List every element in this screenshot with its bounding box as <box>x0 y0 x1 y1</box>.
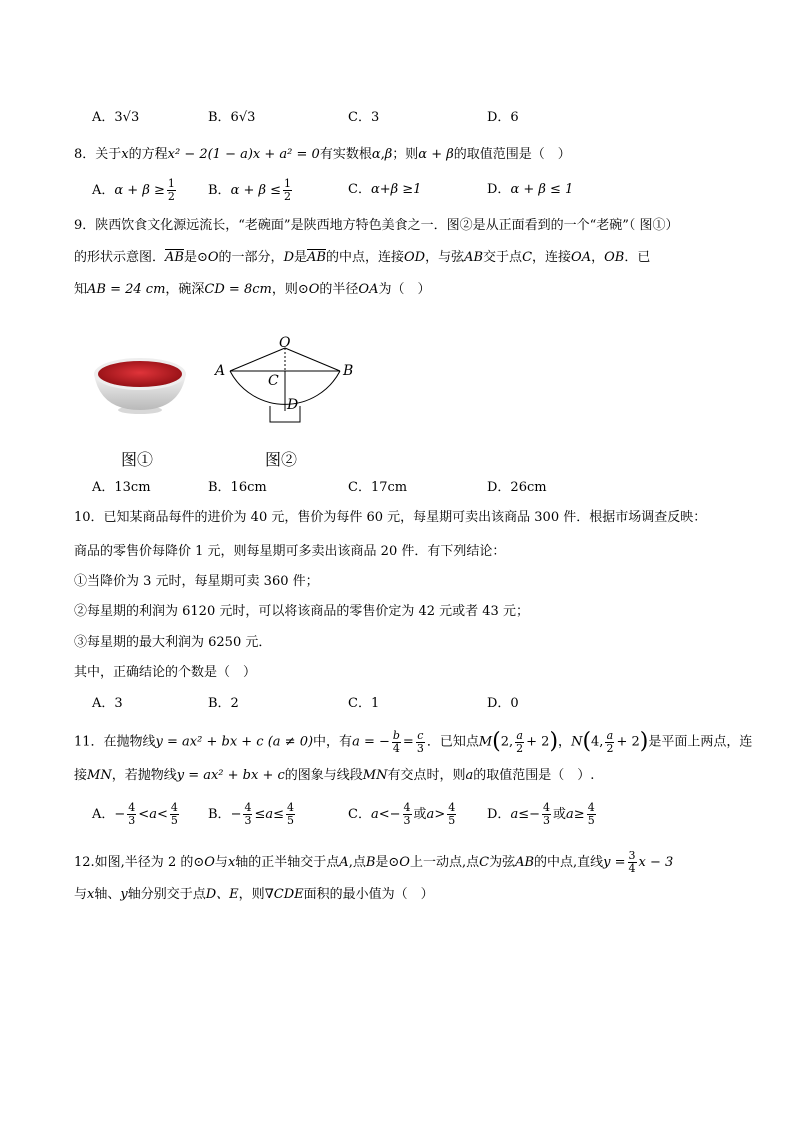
caption-figure-2: 图② <box>265 450 298 469</box>
q10-option-c: C．1 <box>348 696 380 711</box>
q10-option-b: B．2 <box>208 696 239 711</box>
q7-option-b: B．6√3 <box>208 110 256 125</box>
q11-option-a: A．− $\frac{4}{3}$ <a< $\frac{4}{5}$ <box>92 801 178 827</box>
q10-question: 其中，正确结论的个数是（ ） <box>74 665 257 680</box>
q8-option-c: C．α+β ≥1 <box>348 182 422 197</box>
q9-line-1: 9．陕西饮食文化源远流长，“老碗面”是陕西地方特色美食之一．图②是从正面看到的一个“老碗”（ 图①） <box>74 218 679 233</box>
bowl-diagram <box>212 334 358 430</box>
q11-option-d: D．a≤− $\frac{4}{3}$ 或a≥ $\frac{4}{5}$ <box>487 801 595 827</box>
q12-line-2: 与x轴、y轴分别交于点D、E，则∇CDE面积的最小值为（ ） <box>74 887 434 902</box>
label-b: B <box>343 363 354 379</box>
label-a: A <box>215 363 226 379</box>
q10-option-d: D．0 <box>487 696 519 711</box>
q8-option-a: A．α + β ≥ $\frac{1}{2}$ <box>92 177 175 203</box>
q11-option-c: C．a<− $\frac{4}{3}$ 或a> $\frac{4}{5}$ <box>348 801 456 827</box>
q12-line-1: 12.如图,半径为 2 的⊙O与x轴的正半轴交于点A,点B是⊙O上一动点,点C为弦AB的中点,直线y = $\frac{3}{4}$ x − 3 <box>74 849 674 875</box>
label-d: D <box>287 397 299 413</box>
label-o: O <box>279 335 291 351</box>
q7-option-d: D．6 <box>487 110 519 125</box>
q10-conclusion-2: ②每星期的利润为 6120 元时，可以将该商品的零售价定为 42 元或者 43 元； <box>74 604 529 619</box>
q7-option-c: C．3 <box>348 110 380 125</box>
q10-line-1: 10．已知某商品每件的进价为 40 元，售价为每件 60 元，每星期可卖出该商品 300 件．根据市场调查反映： <box>74 510 707 525</box>
q9-option-c: C．17cm <box>348 480 408 495</box>
q10-option-a: A．3 <box>92 696 123 711</box>
q9-line-2: 的形状示意图．$\overline{AB}$是⊙O的一部分，D是$\overline{AB}$的中点，连接OD，与弦AB交于点C，连接OA，OB．已 <box>74 250 651 265</box>
q9-option-d: D．26cm <box>487 480 547 495</box>
q10-line-2: 商品的零售价每降价 1 元，则每星期可多卖出该商品 20 件．有下列结论： <box>74 544 506 559</box>
q7-option-a: A．3√3 <box>92 110 140 125</box>
q11-option-b: B．− $\frac{4}{3}$ ≤a≤ $\frac{4}{5}$ <box>208 801 295 827</box>
q10-conclusion-3: ③每星期的最大利润为 6250 元． <box>74 635 272 650</box>
q8-option-d: D．α + β ≤ 1 <box>487 182 574 197</box>
q9-option-a: A．13cm <box>92 480 151 495</box>
label-c: C <box>268 373 279 389</box>
q9-option-b: B．16cm <box>208 480 267 495</box>
bowl-photo <box>90 352 190 416</box>
caption-figure-1: 图① <box>121 450 154 469</box>
q8-stem: 8．关于x的方程x² − 2(1 − a)x + a² = 0有实数根α,β；则α + β的取值范围是（ ） <box>74 147 571 162</box>
bowl-inner <box>98 361 182 387</box>
q11-line-1: 11．在抛物线y = ax² + bx + c (a ≠ 0)中，有a = − $\frac{b}{4}$ = $\frac{c}{3}$ ．已知点M(2, $\frac{a}{2}$ + 2)，N(4, $\frac{a}{2}$ + 2)是平面上两点，连 <box>74 728 753 755</box>
q8-option-b: B．α + β ≤ $\frac{1}{2}$ <box>208 177 292 203</box>
q10-conclusion-1: ①当降价为 3 元时，每星期可卖 360 件； <box>74 574 319 589</box>
q9-line-3: 知AB = 24 cm，碗深CD = 8cm，则⊙O的半径OA为（ ） <box>74 282 431 297</box>
q11-line-2: 接MN，若抛物线y = ax² + bx + c的图象与线段MN有交点时，则a的取值范围是（ ）. <box>74 768 595 783</box>
